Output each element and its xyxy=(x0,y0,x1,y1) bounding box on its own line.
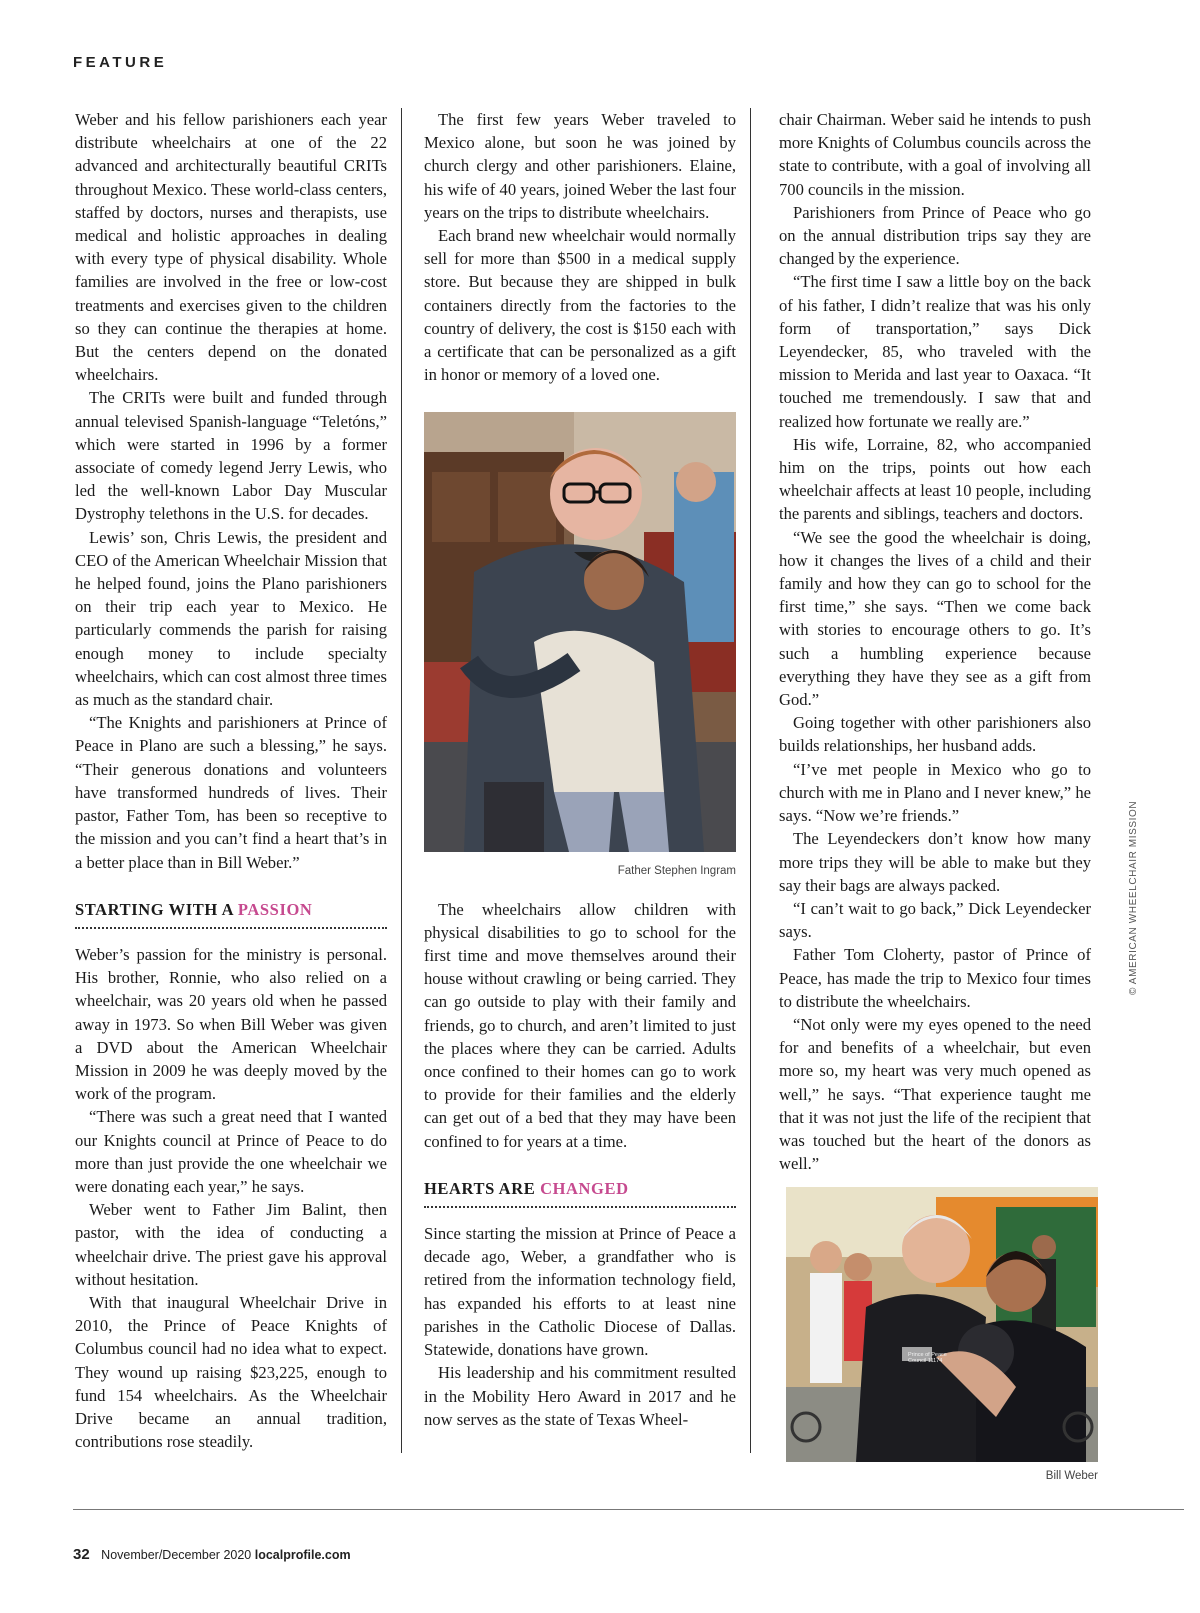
subhead-accent: PASSION xyxy=(237,899,313,919)
subhead-hearts-are-changed xyxy=(424,1177,736,1208)
photo-caption: Father Stephen Ingram xyxy=(617,865,736,878)
paragraph: Weber and his fellow parishioners each year distribute wheelchairs at one of the 22 advanced and architecturally beautiful CRITs throughout Mexico. These world-class centers, staffed by doctors, nurses and therapists, use medical and holistic approaches in dealing with every type of physical disability. Whole families are involved in the free or low-cost treatments and exercises given to the children so they can continue the therapies at home. But the centers depend on the donated wheelchairs. xyxy=(75,110,387,385)
photo-caption: Bill Weber xyxy=(1045,1470,1098,1482)
subhead-starting-with-passion xyxy=(75,898,387,929)
paragraph: Since starting the mission at Prince of Peace a decade ago, Weber, a grandfather who is retired from the information technology field, has expanded his efforts to at least nine parishes in the Catholic Diocese of Dallas. Statewide, donations have grown. xyxy=(424,1224,736,1360)
paragraph: “The first time I saw a little boy on the back of his father, I didn’t realize that was his only form of transportation,” says Dick Leyendecker, 85, who traveled with the mission to Merida and last year to Oaxaca. “It touched me tremendously. I saw that and realized how fortunate we really are.” xyxy=(779,272,1091,431)
footer-divider xyxy=(73,1509,1184,1510)
subhead-accent: CHANGED xyxy=(540,1178,629,1198)
paragraph: “There was such a great need that I wanted our Knights council at Prince of Peace to do more than just provide the one wheelchair we were donating each year,” he says. xyxy=(75,1107,387,1196)
paragraph: Weber went to Father Jim Balint, then pastor, with the idea of conducting a wheelchair drive. The priest gave his approval without hesitation. xyxy=(75,1200,387,1289)
paragraph: The first few years Weber traveled to Mexico alone, but soon he was joined by church clergy and other parishioners. Elaine, his wife of 40 years, joined Weber the last four years on the trips to distribute wheelchairs. xyxy=(424,110,736,222)
paragraph: chair Chairman. Weber said he intends to push more Knights of Columbus councils across the state to contribute, with a goal of involving all 700 councils in the mission. xyxy=(779,110,1091,199)
photo-father-stephen-ingram xyxy=(424,412,736,852)
photo-embroidery-text: Prince of Peace Council 11174 xyxy=(908,1352,947,1364)
photo-bill-weber xyxy=(786,1187,1098,1462)
subhead-text: STARTING WITH A xyxy=(75,899,238,919)
photo-illustration xyxy=(424,412,736,852)
column-divider xyxy=(401,108,402,1453)
photo-illustration xyxy=(786,1187,1098,1462)
paragraph: The CRITs were built and funded through annual televised Spanish-language “Teletóns,” which were started in 1996 by a former associate of comedy legend Jerry Lewis, who led the well-known Labor Day Muscular Dystrophy telethons in the U.S. for decades. xyxy=(75,388,387,524)
paragraph: Each brand new wheelchair would normally sell for more than $500 in a medical supply store. But because they are shipped in bulk containers directly from the factories to the country of delivery, the cost is $150 each with a certificate that can be personalized as a gift in honor or memory of a loved one. xyxy=(424,226,736,385)
column-divider xyxy=(750,108,751,1453)
paragraph: “The Knights and parishioners at Prince of Peace in Plano are such a blessing,” he says. “Their generous donations and volunteers have transformed hundreds of lives. Their pastor, Father Tom, has been so receptive to the mission and you can’t find a heart that’s in a better place than in Bill Weber.” xyxy=(75,713,387,872)
section-kicker: FEATURE xyxy=(73,54,168,71)
paragraph: “I’ve met people in Mexico who go to church with me in Plano and I never knew,” he says. “Now we’re friends.” xyxy=(779,759,1091,826)
paragraph: Weber’s passion for the ministry is personal. His brother, Ronnie, who also relied on a wheelchair, was 20 years old when he passed away in 1973. So when Bill Weber was given a DVD about the American Wheelchair Mission in 2009 he was deeply moved by the work of the program. xyxy=(75,944,387,1104)
paragraph: “We see the good the wheelchair is doing, how it changes the lives of a child and their family and how they can go to school for the first time,” she says. “Then we come back with stories to encourage others to go. It’s such a humbling experience because everything they have they see as a gift from God.” xyxy=(779,527,1091,710)
photo-credit: © AMERICAN WHEELCHAIR MISSION xyxy=(1128,800,1139,995)
paragraph: His wife, Lorraine, 82, who accompanied him on the trips, points out how each wheelchair affects at least 10 people, including the parents and siblings, teachers and doctors. xyxy=(779,434,1091,524)
paragraph: Going together with other parishioners also builds relationships, her husband adds. xyxy=(779,713,1091,756)
paragraph: Father Tom Cloherty, pastor of Prince of Peace, has made the trip to Mexico four times to distribute the wheelchairs. xyxy=(779,945,1091,1011)
paragraph: With that inaugural Wheelchair Drive in 2010, the Prince of Peace Knights of Columbus council had no idea what to expect. They wound up raising $23,225, enough to fund 154 wheelchairs. As the Wheelchair Drive became an annual tradition, contributions rose steadily. xyxy=(75,1292,387,1452)
paragraph: “I can’t wait to go back,” Dick Leyendecker says. xyxy=(779,898,1091,942)
paragraph: The Leyendeckers don’t know how many more trips they will be able to make but they say their bags are always packed. xyxy=(779,829,1091,895)
paragraph: Lewis’ son, Chris Lewis, the president and CEO of the American Wheelchair Mission that he helped found, joins the Plano parishioners on their trip each year to Mexico. He particularly commends the parish for raising enough money to include specialty wheelchairs, which can cost almost three times as much as the standard chair. xyxy=(75,527,387,710)
article-column-1 xyxy=(75,108,387,1453)
article-column-2 xyxy=(424,108,736,1431)
issue-date: November/December 2020 xyxy=(101,1548,252,1562)
site-url: localprofile.com xyxy=(254,1548,351,1562)
paragraph: “Not only were my eyes opened to the need for and benefits of a wheelchair, but even more so, my heart was very much opened as well,” he says. “That experience taught me that it was not just the life of the recipient that was touched but the heart of the donors as well.” xyxy=(779,1014,1091,1174)
subhead-text: HEARTS ARE xyxy=(424,1178,541,1198)
paragraph: Parishioners from Prince of Peace who go on the annual distribution trips say they are changed by the experience. xyxy=(779,202,1091,269)
paragraph: His leadership and his commitment resulted in the Mobility Hero Award in 2017 and he now serves as the state of Texas Wheel- xyxy=(424,1363,736,1429)
paragraph: The wheelchairs allow children with physical disabilities to go to school for the first time and move themselves around their house without crawling or being carried. They can go outside to play with their family and friends, go to church, and aren’t limited to just the places where they can be carried. Adults once confined to their homes can go to work to provide for their families and the elderly can get out of a bed that they may have been confined to for years at a time. xyxy=(424,899,736,1151)
page-number: 32 xyxy=(73,1546,90,1563)
page-footer xyxy=(73,1546,351,1563)
article-column-3 xyxy=(779,108,1091,1175)
